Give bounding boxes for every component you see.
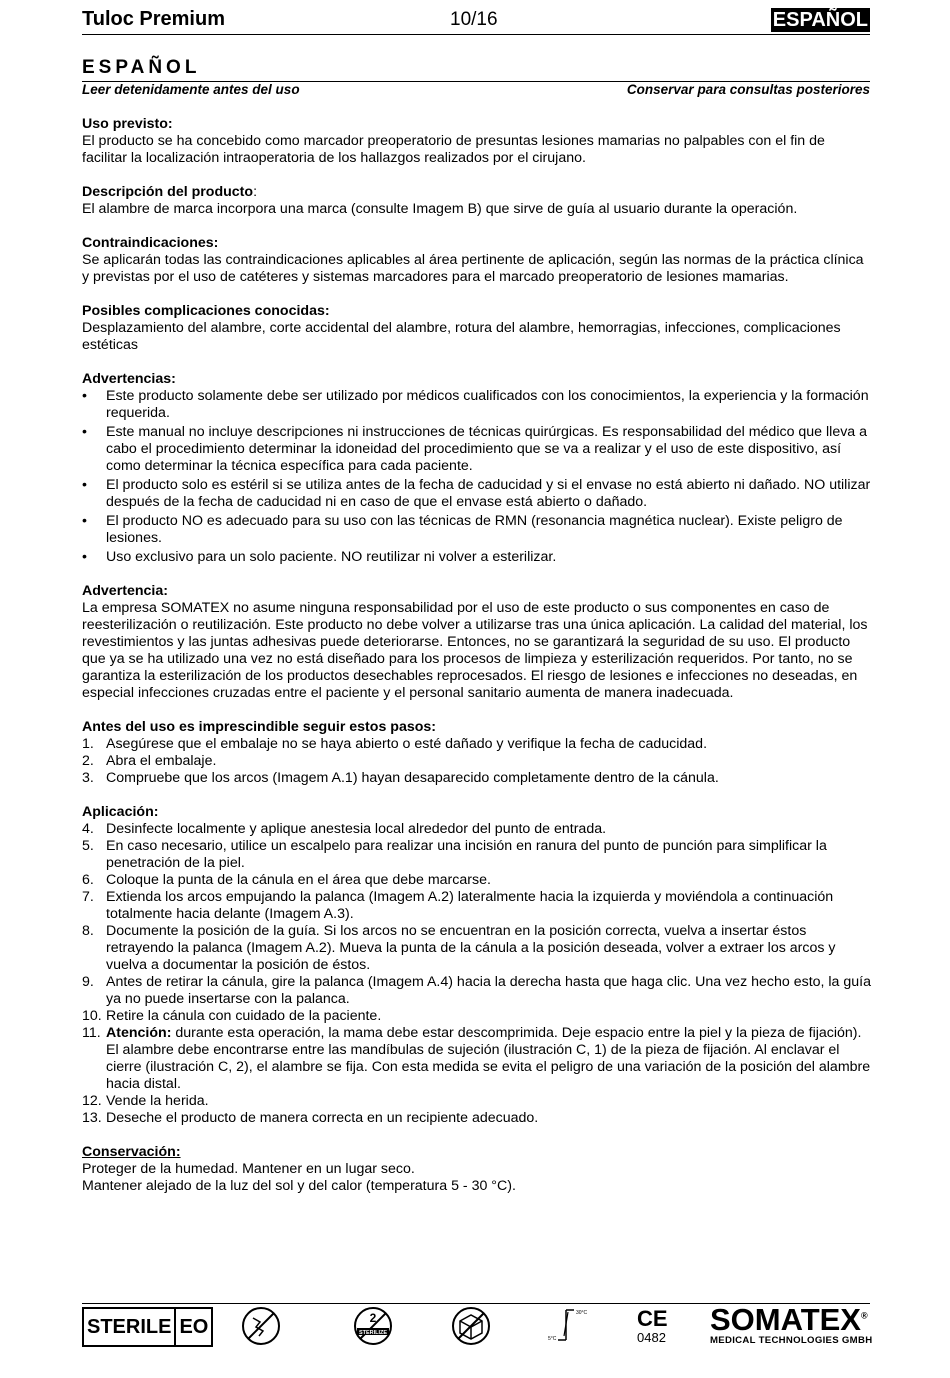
list-item: [82, 974, 872, 1008]
section-title: Advertencias:: [82, 371, 176, 387]
section-text: Desplazamiento del alambre, corte accidental del alambre, rotura del alambre, hemorragias, infecciones, complicaciones estéticas: [82, 320, 841, 353]
sterile-eo-symbol: [82, 1307, 213, 1347]
list-item: [82, 1110, 872, 1127]
step-number: 12.: [82, 1093, 102, 1109]
step-number: 2.: [82, 753, 94, 769]
section-complications: [82, 303, 872, 354]
read-carefully-note: Leer detenidamente antes del uso: [82, 82, 300, 97]
step-number: 11.: [82, 1025, 101, 1041]
step-number: 10.: [82, 1008, 102, 1024]
list-item: • El producto NO es adecuado para su uso con las técnicas de RMN (resonancia magnética nuclear). Existe peligro de lesiones.: [82, 513, 872, 547]
ce-mark: CE: [637, 1306, 668, 1331]
section-title: Descripción del producto: [82, 184, 254, 200]
list-item: [82, 838, 872, 872]
step-text-bold: Atención:: [106, 1025, 172, 1041]
section-title-line: [82, 184, 872, 201]
step-text: Vende la herida.: [106, 1093, 209, 1109]
list-item: [82, 1008, 872, 1025]
section-storage: [82, 1144, 872, 1195]
resterilize-icon: [350, 1306, 396, 1346]
section-title: Antes del uso es imprescindible seguir estos pasos:: [82, 719, 437, 735]
step-number: 13.: [82, 1110, 102, 1126]
section-title: Aplicación:: [82, 804, 159, 820]
list-item: [82, 889, 872, 923]
no-reuse-icon: [448, 1306, 494, 1346]
section-contraindications: [82, 235, 872, 286]
section-title: Posibles complicaciones conocidas:: [82, 303, 330, 319]
section-text: El alambre de marca incorpora una marca (consulte Imagem B) que sirve de guía al usuario durante la operación.: [82, 201, 798, 217]
step-number: 1.: [82, 736, 94, 752]
language-tag: ESPAÑOL: [772, 9, 868, 31]
thermometer-icon: [546, 1306, 592, 1346]
storage-line: Mantener alejado de la luz del sol y del calor (temperatura 5 - 30 °C).: [82, 1178, 516, 1194]
section-text: El producto se ha concebido como marcador preoperatorio de presuntas lesiones mamarias no palpables con el fin de facilitar la localización intraoperatoria de los hallazgos realizados por el cirujano.: [82, 133, 825, 166]
step-number: 4.: [82, 821, 94, 837]
list-item: [82, 736, 872, 753]
list-item: [82, 770, 872, 787]
section-warnings: [82, 371, 872, 566]
section-text: La empresa SOMATEX no asume ninguna responsabilidad por el uso de este producto o sus componentes en caso de reesterilización o reutilización. Este producto no debe volver a utilizarse tras una única aplicación. La calidad del material, los revestimientos y las juntas adhesivas puede deteriorarse. Entonces, no se garantizará la seguridad de su uso. El producto que ya se ha utilizado una vez no está diseñado para los procesos de limpieza y esterilización requeridos. Por tanto, no se garantiza la esterilización de los productos desechables reprocesados. El riesgo de lesiones e infecciones no deseadas, en especial infecciones cruzadas entre el paciente y el personal sanitario aumenta de manera inadecuada.: [82, 600, 868, 701]
company-logo: [710, 1302, 868, 1338]
eo-label: EO: [174, 1309, 211, 1345]
step-text: Antes de retirar la cánula, gire la palanca (Imagem A.4) hacia la derecha hasta que haga clic. Una vez hecho esto, la guía ya no puede insertarse con la palanca.: [106, 974, 872, 1007]
step-number: 7.: [82, 889, 94, 905]
step-number: 5.: [82, 838, 94, 854]
step-text: Abra el embalaje.: [106, 753, 217, 769]
list-item: [82, 821, 872, 838]
list-item: • El producto solo es estéril si se utiliza antes de la fecha de caducidad y si el envase no está abierto ni dañado. NO utilizar después de la fecha de caducidad ni en caso de que el envase está abierto o dañado.: [82, 477, 872, 511]
step-text: Deseche el producto de manera correcta en un recipiente adecuado.: [106, 1110, 539, 1126]
do-not-resterilize-icon: [350, 1306, 396, 1346]
section-disclaimer: [82, 583, 872, 702]
list-item: [82, 753, 872, 770]
page-number: 10/16: [450, 9, 498, 30]
section-title: Advertencia:: [82, 583, 168, 599]
keep-for-reference-note: Conservar para consultas posteriores: [626, 82, 870, 97]
section-title: Conservación:: [82, 1144, 181, 1160]
step-text: Desinfecte localmente y aplique anestesia local alrededor del punto de entrada.: [106, 821, 607, 837]
language-heading: ESPAÑOL: [82, 57, 201, 78]
document-title: Tuloc Premium: [82, 8, 225, 30]
header-divider: [82, 34, 870, 35]
application-steps: [82, 821, 872, 1127]
do-not-reuse-icon: [448, 1306, 494, 1346]
storage-line: Proteger de la humedad. Mantener en un lugar seco.: [82, 1161, 415, 1177]
damaged-package-icon: [238, 1306, 284, 1346]
section-product-description: [82, 184, 872, 218]
list-item: [82, 1093, 872, 1110]
single-use-number: 2: [369, 1311, 377, 1325]
registered-mark: ®: [861, 1310, 868, 1321]
section-text: Se aplicarán todas las contraindicaciones aplicables al área pertinente de aplicación, según las normas de la práctica clínica y previstas por el uso de catéteres y sistemas marcadores para el marcado preoperatorio de lesiones mamarias.: [82, 252, 864, 285]
step-text: Asegúrese que el embalaje no se haya abierto o esté dañado y verifique la fecha de caducidad.: [106, 736, 708, 752]
brand-name: SOMATEX: [710, 1302, 861, 1337]
step-number: 8.: [82, 923, 94, 939]
section-title: Uso previsto:: [82, 116, 173, 132]
before-use-steps: [82, 736, 872, 787]
title-colon: :: [253, 184, 258, 200]
step-text: Extienda los arcos empujando la palanca (Imagem A.2) lateralmente hacia la izquierda y moviéndola a continuación totalmente hacia delante (Imagem A.3).: [106, 889, 834, 922]
section-before-use: [82, 719, 872, 787]
list-item: [82, 923, 872, 974]
list-item: • Este manual no incluye descripciones ni instrucciones de técnicas quirúrgicas. Es responsabilidad del médico que lleva a cabo el procedimiento determinar la idoneidad del procedimiento que se va a realizar y el uso de este dispositivo, así como determinar la técnica específica para cada paciente.: [82, 424, 872, 475]
list-item: • Uso exclusivo para un solo paciente. NO reutilizar ni volver a esterilizar.: [82, 549, 872, 566]
company-subtitle: MEDICAL TECHNOLOGIES GMBH: [710, 1335, 873, 1346]
temp-max-label: 30°C: [576, 1310, 588, 1316]
document-body: [82, 116, 872, 1212]
step-text-rest: durante esta operación, la mama debe estar descomprimida. Deje espacio entre la piel y la pieza de fijación). El alambre debe encontrarse entre las mandíbulas de sujeción (ilustración C, 1) de la pieza de fijación. Al enclavar el cierre (ilustración C, 2), el alambre se fija. Con esta medida se evita el peligro de una variación de la posición del alambre hacia distal.: [106, 1025, 871, 1092]
do-not-use-if-damaged-icon: [238, 1306, 284, 1346]
temperature-limit-icon: [546, 1306, 592, 1346]
step-text: En caso necesario, utilice un escalpelo para realizar una incisión en ranura del punto de punción para simplificar la penetración de la piel.: [106, 838, 827, 871]
list-item: • Este producto solamente debe ser utilizado por médicos cualificados con los conocimientos, la experiencia y la formación requerida.: [82, 388, 872, 422]
step-text: Coloque la punta de la cánula en el área que debe marcarse.: [106, 872, 491, 888]
step-number: 9.: [82, 974, 94, 990]
list-item: [82, 1025, 872, 1093]
list-item: [82, 872, 872, 889]
temp-min-label: 5°C: [548, 1336, 557, 1342]
warnings-list: [82, 388, 872, 566]
step-text: Documente la posición de la guía. Si los arcos no se encuentran en la posición correcta, vuelva a insertar éstos retrayendo la palanca (Imagem A.2). Mueva la punta de la cánula a la posición deseada, volver a extraer los arcos y vuelva a documentar la posición de éstos.: [106, 923, 836, 973]
sterile-label: STERILE: [87, 1316, 172, 1338]
step-number: 6.: [82, 872, 94, 888]
section-application: [82, 804, 872, 1127]
notified-body-number: 0482: [637, 1330, 666, 1345]
resterilize-label: STERILIZE: [358, 1330, 388, 1336]
section-intended-use: [82, 116, 872, 167]
step-text: Retire la cánula con cuidado de la paciente.: [106, 1008, 382, 1024]
step-number: 3.: [82, 770, 94, 786]
step-text: Compruebe que los arcos (Imagem A.1) hayan desaparecido completamente dentro de la cánula.: [106, 770, 719, 786]
section-title: Contraindicaciones:: [82, 235, 219, 251]
